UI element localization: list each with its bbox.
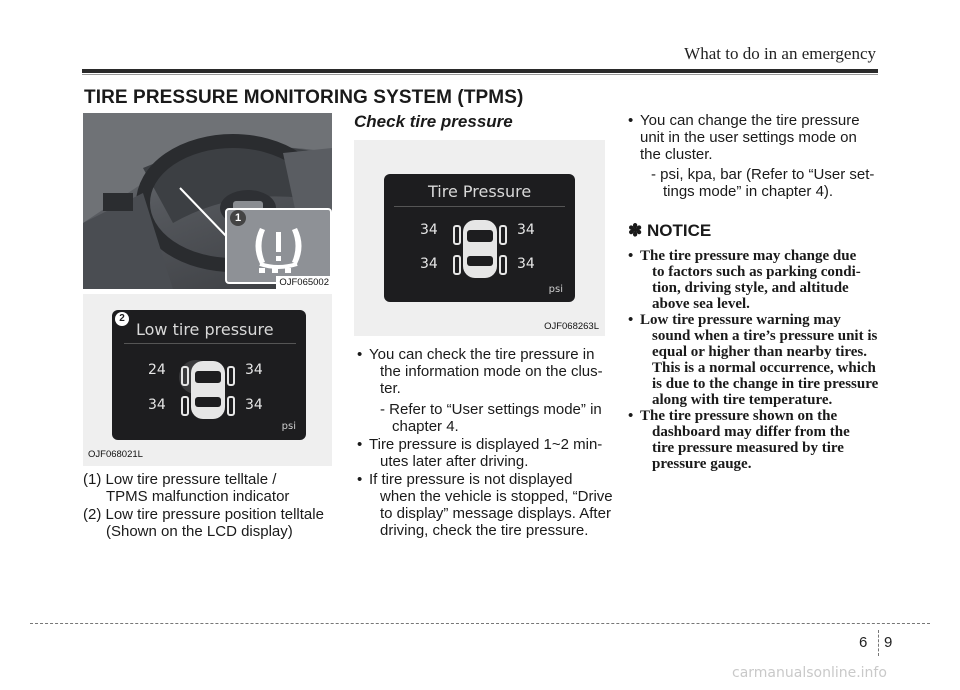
lcd-title: Low tire pressure	[136, 320, 274, 339]
notice-item-3-cont: dashboard may differ from the	[652, 424, 850, 440]
cluster-figure	[354, 140, 605, 336]
notice-item-2-cont: This is a normal occurrence, which	[652, 360, 876, 376]
unit-bullet-cont: unit in the user settings mode on	[640, 129, 857, 146]
check-sub-1-cont: chapter 4.	[392, 418, 459, 435]
notice-heading: ✽ NOTICE	[628, 221, 712, 240]
header-rule-thin	[82, 74, 878, 75]
section-title: TIRE PRESSURE MONITORING SYSTEM (TPMS)	[84, 87, 524, 108]
check-bullet-3: If tire pressure is not displayed	[369, 471, 573, 488]
caption-1-cont: TPMS malfunction indicator	[106, 488, 290, 505]
notice-item-3-cont: pressure gauge.	[652, 456, 752, 472]
front-left-pressure: 24	[148, 362, 166, 378]
check-bullet-2-cont: utes later after driving.	[380, 453, 529, 470]
cluster-screen	[384, 174, 575, 302]
notice-item-2-cont: along with tire temperature.	[652, 392, 833, 408]
image-code: OJF068021L	[88, 449, 143, 460]
cluster-divider	[394, 206, 565, 207]
front-left-pressure: 34	[420, 222, 438, 238]
notice-item-2-cont: sound when a tire’s pressure unit is	[652, 328, 878, 344]
dashboard-photo	[83, 113, 332, 289]
bullet-marker: •	[357, 436, 363, 453]
caption-1: (1) Low tire pressure telltale /	[83, 471, 277, 488]
header-rule	[82, 69, 878, 73]
chapter-number: 6	[859, 634, 868, 651]
check-bullet-3-cont: driving, check the tire pressure.	[380, 522, 589, 539]
notice-item-3-cont: tire pressure measured by tire	[652, 440, 844, 456]
footer-rule	[30, 623, 930, 624]
notice-item-1: The tire pressure may change due	[640, 248, 857, 264]
notice-item-2-cont: equal or higher than nearby tires.	[652, 344, 868, 360]
page-number: 9	[884, 634, 893, 651]
caption-2-cont: (Shown on the LCD display)	[106, 523, 293, 540]
image-code: OJF068263L	[544, 321, 599, 332]
check-bullet-3-cont: when the vehicle is stopped, “Drive	[380, 488, 613, 505]
rear-right-pressure: 34	[517, 256, 535, 272]
check-bullet-2: Tire pressure is displayed 1~2 min-	[369, 436, 603, 453]
front-right-pressure: 34	[245, 362, 263, 378]
check-sub-1: - Refer to “User settings mode” in	[380, 401, 602, 418]
bullet-marker: •	[357, 346, 363, 363]
notice-item-2: Low tire pressure warning may	[640, 312, 841, 328]
check-tire-pressure-heading: Check tire pressure	[354, 112, 513, 131]
image-code: OJF065002	[276, 276, 332, 289]
bullet-marker: •	[628, 248, 634, 264]
unit-sub: - psi, kpa, bar (Refer to “User set-	[651, 166, 875, 183]
cluster-title: Tire Pressure	[428, 182, 532, 201]
running-header: What to do in an emergency	[684, 44, 876, 63]
notice-item-2-cont: is due to the change in tire pressure	[652, 376, 879, 392]
bullet-marker: •	[357, 471, 363, 488]
lcd-divider	[124, 343, 296, 344]
callout-marker-2: 2	[115, 312, 129, 326]
check-bullet-1: You can check the tire pressure in	[369, 346, 595, 363]
check-bullet-3-cont: to display” message displays. After	[380, 505, 611, 522]
watermark: carmanualsonline.info	[732, 665, 887, 681]
lcd-figure	[83, 294, 332, 466]
footer-divider	[878, 630, 879, 656]
front-right-pressure: 34	[517, 222, 535, 238]
bullet-marker: •	[628, 312, 634, 328]
car-top-view-icon	[174, 355, 242, 425]
car-top-view-icon	[446, 214, 514, 284]
lcd-screen	[112, 310, 306, 440]
unit-bullet-cont: the cluster.	[640, 146, 713, 163]
unit-sub-cont: tings mode” in chapter 4).	[663, 183, 834, 200]
check-bullet-1-cont: ter.	[380, 380, 401, 397]
notice-item-3: The tire pressure shown on the	[640, 408, 838, 424]
notice-item-1-cont: above sea level.	[652, 296, 750, 312]
check-bullet-1-cont: the information mode on the clus-	[380, 363, 603, 380]
cluster-unit: psi	[548, 284, 563, 295]
callout-marker-1: 1	[230, 210, 246, 226]
rear-left-pressure: 34	[148, 397, 166, 413]
notice-item-1-cont: to factors such as parking condi-	[652, 264, 861, 280]
rear-right-pressure: 34	[245, 397, 263, 413]
rear-left-pressure: 34	[420, 256, 438, 272]
lcd-unit: psi	[281, 421, 296, 432]
bullet-marker: •	[628, 408, 634, 424]
caption-2: (2) Low tire pressure position telltale	[83, 506, 324, 523]
notice-item-1-cont: tion, driving style, and altitude	[652, 280, 849, 296]
unit-bullet: You can change the tire pressure	[640, 112, 860, 129]
bullet-marker: •	[628, 112, 634, 129]
